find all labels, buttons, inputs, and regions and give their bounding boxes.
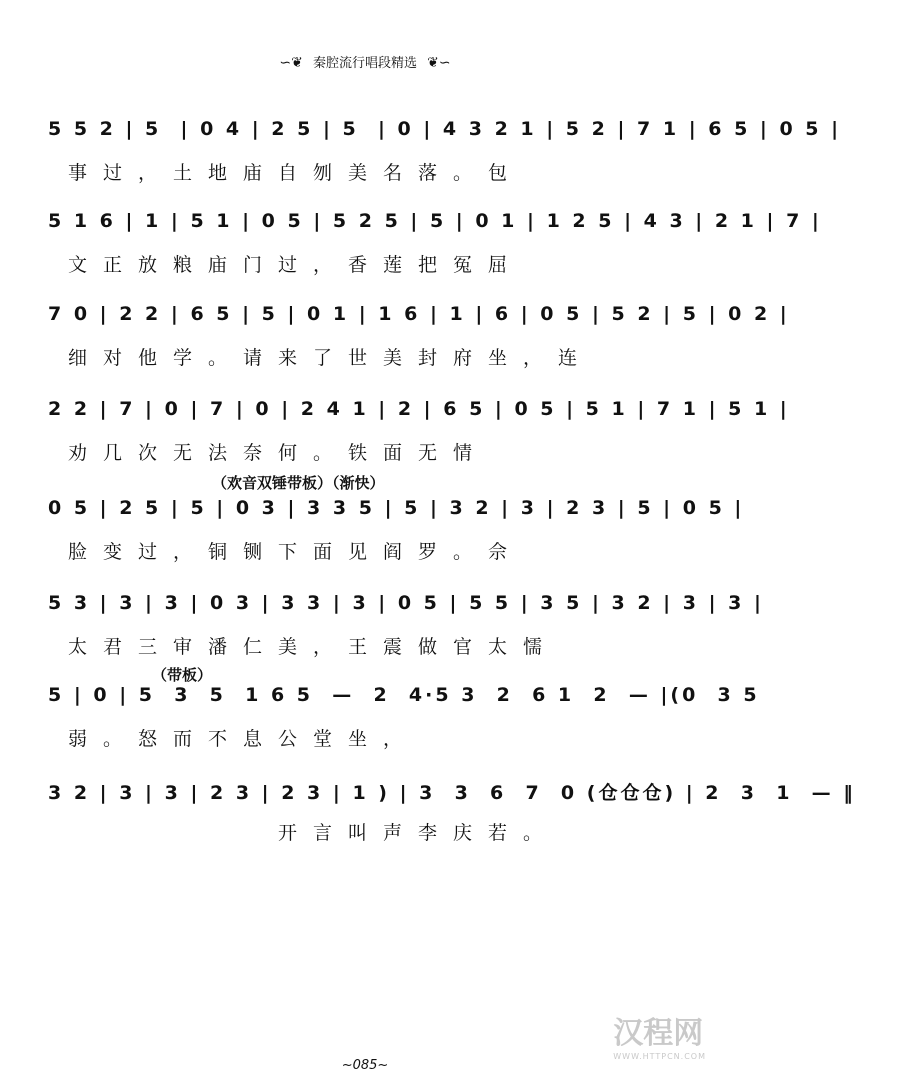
- lyrics-line: 细对他学。请来了世美封府坐，连: [68, 347, 594, 369]
- ornament-left-icon: ∽❦: [279, 55, 303, 71]
- tempo-annotation: （欢音双锤带板）（渐快）: [212, 474, 385, 492]
- notation-line: 2 2 | 7 | 0 | 7 | 0 | 2 4 1 | 2 | 6 5 | 0 5 | 5 1 | 7 1 | 5 1 |: [48, 398, 790, 420]
- ornament-right-icon: ❦∽: [427, 55, 451, 71]
- notation-line: 5 | 0 | 5 3 5 1 6 5 — 2 4·5 3 2 6 1 2 — |(0 3 5: [48, 684, 760, 706]
- page-header: [0, 52, 730, 71]
- lyrics-line: 弱。怒而不息公堂坐，: [68, 728, 419, 750]
- lyrics-line: 开言叫声李庆若。: [278, 822, 559, 844]
- page-header-title: 秦腔流行唱段精选: [312, 56, 417, 71]
- lyrics-line: 事过，土地庙自刎美名落。包: [68, 162, 524, 184]
- tempo-annotation: （带板）: [152, 666, 213, 684]
- watermark: [613, 1008, 706, 1061]
- notation-line: 0 5 | 2 5 | 5 | 0 3 | 3 3 5 | 5 | 3 2 | 3 | 2 3 | 5 | 0 5 |: [48, 497, 745, 519]
- notation-line: 7 0 | 2 2 | 6 5 | 5 | 0 1 | 1 6 | 1 | 6 | 0 5 | 5 2 | 5 | 0 2 |: [48, 303, 790, 325]
- notation-line: 5 3 | 3 | 3 | 0 3 | 3 3 | 3 | 0 5 | 5 5 | 3 5 | 3 2 | 3 | 3 |: [48, 592, 764, 614]
- page-number: ~085~: [341, 1058, 389, 1073]
- lyrics-line: 劝几次无法奈何。铁面无情: [68, 442, 489, 464]
- notation-line: 3 2 | 3 | 3 | 2 3 | 2 3 | 1 ) | 3 3 6 7 0 (仓仓仓) | 2 3 1 — ‖: [48, 782, 856, 804]
- watermark-url: WWW.HTTPCN.COM: [613, 1052, 706, 1061]
- lyrics-line: 太君三审潘仁美，王震做官太懦: [68, 636, 559, 658]
- lyrics-line: 文正放粮庙门过，香莲把冤屈: [68, 254, 524, 276]
- notation-line: 5 5 2 | 5 | 0 4 | 2 5 | 5 | 0 | 4 3 2 1 | 5 2 | 7 1 | 6 5 | 0 5 |: [48, 118, 842, 140]
- notation-line: 5 1 6 | 1 | 5 1 | 0 5 | 5 2 5 | 5 | 0 1 | 1 2 5 | 4 3 | 2 1 | 7 |: [48, 210, 822, 232]
- lyrics-line: 脸变过，铜铡下面见阎罗。佘: [68, 541, 524, 563]
- watermark-brand: 汉程网: [613, 1016, 704, 1051]
